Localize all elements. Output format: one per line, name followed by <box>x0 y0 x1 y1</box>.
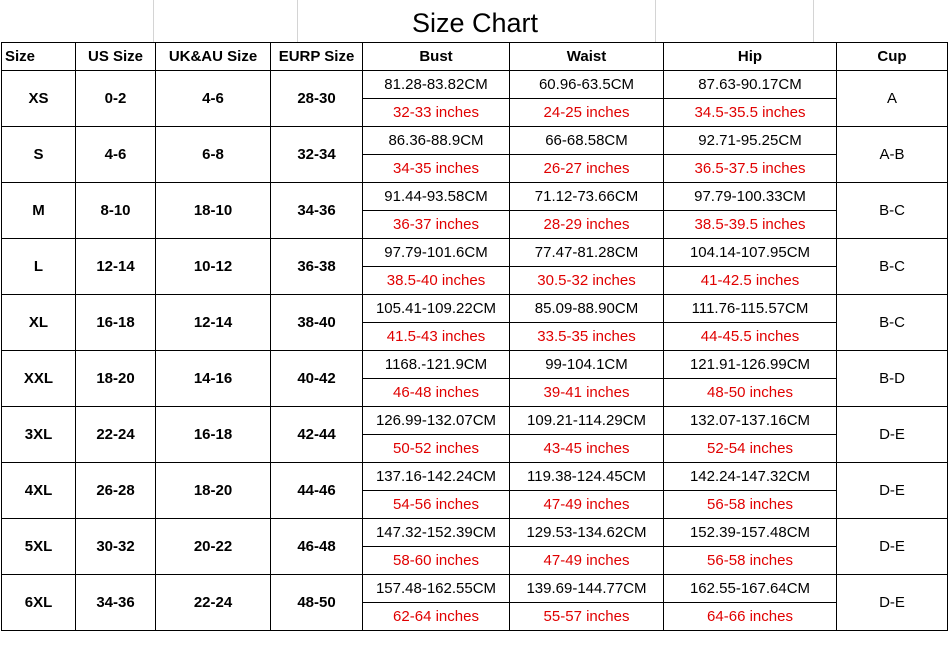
us-size-cell: 4-6 <box>76 127 156 183</box>
hip-cm-cell: 132.07-137.16CM <box>664 407 837 435</box>
bust-inches-cell: 34-35 inches <box>363 155 510 183</box>
waist-cm-cell: 85.09-88.90CM <box>510 295 664 323</box>
waist-inches-cell: 43-45 inches <box>510 435 664 463</box>
size-row <box>2 127 948 155</box>
bust-cm-cell: 86.36-88.9CM <box>363 127 510 155</box>
size-row <box>2 183 948 211</box>
cup-cell: D-E <box>837 575 948 631</box>
header-row <box>2 43 948 71</box>
cup-cell: B-D <box>837 351 948 407</box>
size-cell: L <box>2 239 76 295</box>
bust-inches-cell: 32-33 inches <box>363 99 510 127</box>
hip-cm-cell: 142.24-147.32CM <box>664 463 837 491</box>
size-cell: 6XL <box>2 575 76 631</box>
us-size-cell: 26-28 <box>76 463 156 519</box>
hip-inches-cell: 64-66 inches <box>664 603 837 631</box>
eurp-size-cell: 46-48 <box>271 519 363 575</box>
waist-cm-cell: 119.38-124.45CM <box>510 463 664 491</box>
hip-cm-cell: 97.79-100.33CM <box>664 183 837 211</box>
us-size-cell: 34-36 <box>76 575 156 631</box>
cup-cell: D-E <box>837 463 948 519</box>
waist-inches-cell: 24-25 inches <box>510 99 664 127</box>
waist-inches-cell: 47-49 inches <box>510 491 664 519</box>
header-us-size: US Size <box>76 43 156 71</box>
bust-cm-cell: 91.44-93.58CM <box>363 183 510 211</box>
size-cell: XXL <box>2 351 76 407</box>
waist-cm-cell: 129.53-134.62CM <box>510 519 664 547</box>
eurp-size-cell: 42-44 <box>271 407 363 463</box>
eurp-size-cell: 38-40 <box>271 295 363 351</box>
uk-au-size-cell: 4-6 <box>156 71 271 127</box>
page-title: Size Chart <box>411 8 539 38</box>
hip-inches-cell: 34.5-35.5 inches <box>664 99 837 127</box>
hip-cm-cell: 92.71-95.25CM <box>664 127 837 155</box>
size-cell: 5XL <box>2 519 76 575</box>
header-bust: Bust <box>363 43 510 71</box>
uk-au-size-cell: 16-18 <box>156 407 271 463</box>
size-row <box>2 239 948 267</box>
bust-inches-cell: 58-60 inches <box>363 547 510 575</box>
waist-inches-cell: 33.5-35 inches <box>510 323 664 351</box>
size-cell: 4XL <box>2 463 76 519</box>
us-size-cell: 12-14 <box>76 239 156 295</box>
eurp-size-cell: 48-50 <box>271 575 363 631</box>
waist-cm-cell: 66-68.58CM <box>510 127 664 155</box>
size-row <box>2 71 948 99</box>
hip-cm-cell: 87.63-90.17CM <box>664 71 837 99</box>
waist-cm-cell: 139.69-144.77CM <box>510 575 664 603</box>
header-cup: Cup <box>837 43 948 71</box>
bust-inches-cell: 41.5-43 inches <box>363 323 510 351</box>
size-row <box>2 463 948 491</box>
header-uk-au-size: UK&AU Size <box>156 43 271 71</box>
hip-inches-cell: 36.5-37.5 inches <box>664 155 837 183</box>
size-row <box>2 351 948 379</box>
size-row <box>2 575 948 603</box>
size-chart-table <box>1 42 948 631</box>
bust-inches-cell: 46-48 inches <box>363 379 510 407</box>
bust-cm-cell: 1168.-121.9CM <box>363 351 510 379</box>
eurp-size-cell: 34-36 <box>271 183 363 239</box>
cup-cell: A-B <box>837 127 948 183</box>
hip-inches-cell: 44-45.5 inches <box>664 323 837 351</box>
us-size-cell: 16-18 <box>76 295 156 351</box>
bust-cm-cell: 126.99-132.07CM <box>363 407 510 435</box>
us-size-cell: 8-10 <box>76 183 156 239</box>
hip-inches-cell: 48-50 inches <box>664 379 837 407</box>
hip-cm-cell: 104.14-107.95CM <box>664 239 837 267</box>
header-eurp-size: EURP Size <box>271 43 363 71</box>
us-size-cell: 18-20 <box>76 351 156 407</box>
waist-inches-cell: 39-41 inches <box>510 379 664 407</box>
us-size-cell: 22-24 <box>76 407 156 463</box>
cup-cell: B-C <box>837 239 948 295</box>
bust-cm-cell: 157.48-162.55CM <box>363 575 510 603</box>
waist-inches-cell: 26-27 inches <box>510 155 664 183</box>
waist-inches-cell: 28-29 inches <box>510 211 664 239</box>
uk-au-size-cell: 18-10 <box>156 183 271 239</box>
hip-inches-cell: 38.5-39.5 inches <box>664 211 837 239</box>
cup-cell: B-C <box>837 183 948 239</box>
bust-cm-cell: 147.32-152.39CM <box>363 519 510 547</box>
eurp-size-cell: 40-42 <box>271 351 363 407</box>
bust-cm-cell: 105.41-109.22CM <box>363 295 510 323</box>
hip-inches-cell: 41-42.5 inches <box>664 267 837 295</box>
uk-au-size-cell: 18-20 <box>156 463 271 519</box>
bust-inches-cell: 50-52 inches <box>363 435 510 463</box>
cup-cell: A <box>837 71 948 127</box>
hip-cm-cell: 162.55-167.64CM <box>664 575 837 603</box>
cup-cell: D-E <box>837 519 948 575</box>
waist-inches-cell: 55-57 inches <box>510 603 664 631</box>
waist-cm-cell: 60.96-63.5CM <box>510 71 664 99</box>
bust-inches-cell: 62-64 inches <box>363 603 510 631</box>
bust-cm-cell: 81.28-83.82CM <box>363 71 510 99</box>
header-hip: Hip <box>664 43 837 71</box>
us-size-cell: 0-2 <box>76 71 156 127</box>
eurp-size-cell: 28-30 <box>271 71 363 127</box>
us-size-cell: 30-32 <box>76 519 156 575</box>
hip-inches-cell: 56-58 inches <box>664 491 837 519</box>
uk-au-size-cell: 10-12 <box>156 239 271 295</box>
bust-inches-cell: 38.5-40 inches <box>363 267 510 295</box>
header-size: Size <box>2 43 76 71</box>
hip-cm-cell: 111.76-115.57CM <box>664 295 837 323</box>
bust-inches-cell: 36-37 inches <box>363 211 510 239</box>
waist-inches-cell: 47-49 inches <box>510 547 664 575</box>
header-waist: Waist <box>510 43 664 71</box>
hip-inches-cell: 56-58 inches <box>664 547 837 575</box>
bust-inches-cell: 54-56 inches <box>363 491 510 519</box>
eurp-size-cell: 32-34 <box>271 127 363 183</box>
size-row <box>2 519 948 547</box>
eurp-size-cell: 44-46 <box>271 463 363 519</box>
cup-cell: B-C <box>837 295 948 351</box>
waist-cm-cell: 99-104.1CM <box>510 351 664 379</box>
size-cell: S <box>2 127 76 183</box>
size-cell: M <box>2 183 76 239</box>
uk-au-size-cell: 12-14 <box>156 295 271 351</box>
waist-inches-cell: 30.5-32 inches <box>510 267 664 295</box>
eurp-size-cell: 36-38 <box>271 239 363 295</box>
size-row <box>2 295 948 323</box>
bust-cm-cell: 137.16-142.24CM <box>363 463 510 491</box>
hip-inches-cell: 52-54 inches <box>664 435 837 463</box>
waist-cm-cell: 109.21-114.29CM <box>510 407 664 435</box>
waist-cm-cell: 77.47-81.28CM <box>510 239 664 267</box>
size-cell: 3XL <box>2 407 76 463</box>
cup-cell: D-E <box>837 407 948 463</box>
size-row <box>2 407 948 435</box>
bust-cm-cell: 97.79-101.6CM <box>363 239 510 267</box>
waist-cm-cell: 71.12-73.66CM <box>510 183 664 211</box>
size-cell: XS <box>2 71 76 127</box>
uk-au-size-cell: 6-8 <box>156 127 271 183</box>
uk-au-size-cell: 20-22 <box>156 519 271 575</box>
size-cell: XL <box>2 295 76 351</box>
hip-cm-cell: 152.39-157.48CM <box>664 519 837 547</box>
uk-au-size-cell: 22-24 <box>156 575 271 631</box>
hip-cm-cell: 121.91-126.99CM <box>664 351 837 379</box>
uk-au-size-cell: 14-16 <box>156 351 271 407</box>
